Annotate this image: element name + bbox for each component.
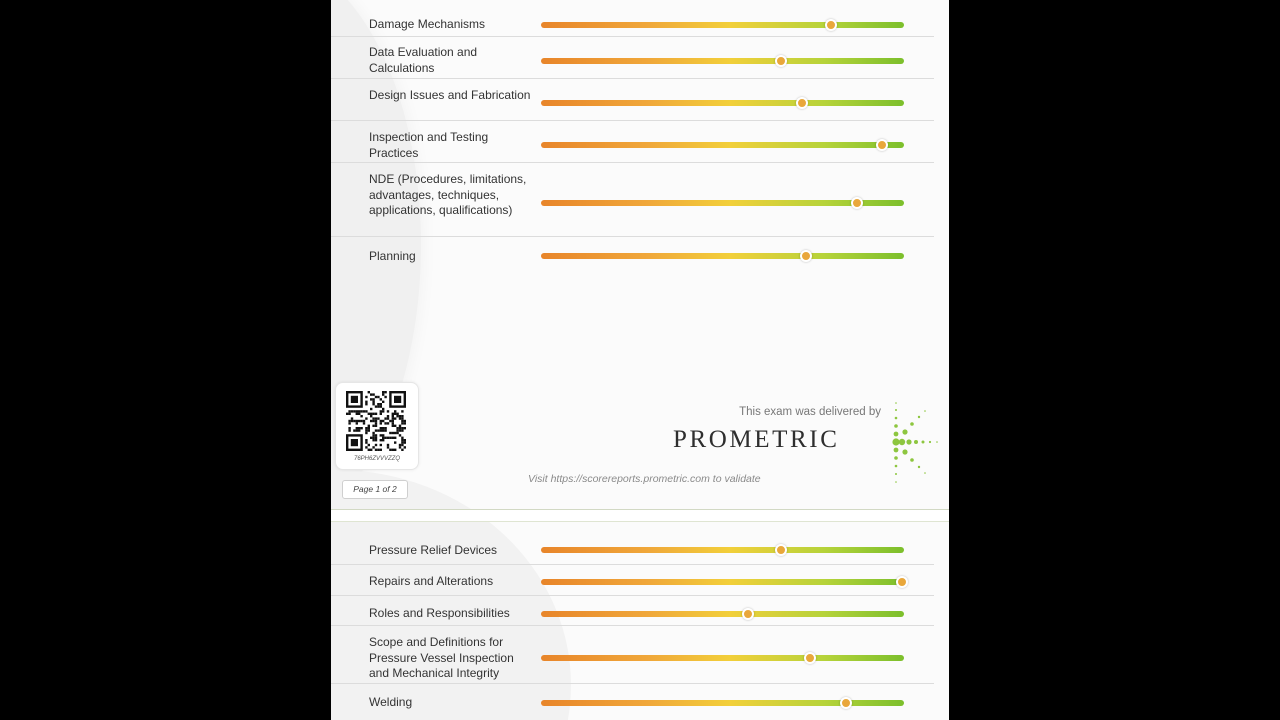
score-row bbox=[331, 5, 934, 37]
content-area-label: Planning bbox=[369, 249, 416, 263]
performance-marker bbox=[896, 576, 908, 588]
performance-marker bbox=[775, 544, 787, 556]
performance-bar bbox=[541, 611, 904, 617]
score-row bbox=[331, 534, 934, 565]
performance-marker bbox=[800, 250, 812, 262]
score-row bbox=[331, 684, 934, 720]
score-report-page bbox=[331, 0, 949, 720]
page-divider bbox=[331, 509, 949, 522]
score-row bbox=[331, 237, 934, 277]
performance-marker bbox=[840, 697, 852, 709]
content-area-label: Pressure Relief Devices bbox=[369, 543, 498, 557]
content-area-label: Roles and Responsibilities bbox=[369, 606, 510, 620]
content-area-label: Design Issues and Fabrication bbox=[369, 88, 531, 102]
performance-bar bbox=[541, 200, 904, 206]
qr-code-text: 76PH6ZVVVZZQ bbox=[353, 456, 400, 462]
score-row bbox=[331, 626, 934, 684]
score-row bbox=[331, 121, 934, 163]
prometric-star-icon bbox=[887, 398, 947, 490]
performance-bar bbox=[541, 655, 904, 661]
performance-bar bbox=[541, 100, 904, 106]
performance-marker bbox=[742, 608, 754, 620]
content-area-label: NDE (Procedures, limitations, advantages, techniques, applications, qualifications) bbox=[369, 172, 527, 217]
page-indicator[interactable]: Page 1 of 2 bbox=[342, 480, 408, 499]
content-area-label: Scope and Definitions for Pressure Vessel Inspection and Mechanical Integrity bbox=[369, 635, 514, 680]
performance-marker bbox=[775, 55, 787, 67]
content-area-label: Damage Mechanisms bbox=[369, 17, 486, 31]
performance-marker bbox=[796, 97, 808, 109]
performance-bar bbox=[541, 547, 904, 553]
performance-bar bbox=[541, 58, 904, 64]
content-area-label: Data Evaluation and Calculations bbox=[369, 45, 478, 75]
content-area-label: Welding bbox=[369, 695, 413, 709]
performance-bar bbox=[541, 22, 904, 28]
qr-code-icon bbox=[346, 391, 406, 451]
score-row bbox=[331, 79, 934, 121]
performance-marker bbox=[825, 19, 837, 31]
qr-code-box bbox=[335, 382, 419, 470]
score-row bbox=[331, 163, 934, 237]
content-area-label: Repairs and Alterations bbox=[369, 574, 494, 588]
prometric-logo-text: PROMETRIC bbox=[673, 426, 840, 453]
performance-marker bbox=[851, 197, 863, 209]
score-row bbox=[331, 565, 934, 596]
performance-marker bbox=[804, 652, 816, 664]
performance-bar bbox=[541, 253, 904, 259]
performance-bar bbox=[541, 700, 904, 706]
delivered-by-text: This exam was delivered by bbox=[739, 406, 881, 418]
performance-marker bbox=[876, 139, 888, 151]
validate-url-text: Visit https://scorereports.prometric.com to validate bbox=[528, 473, 761, 485]
score-row bbox=[331, 596, 934, 626]
performance-bar bbox=[541, 579, 904, 585]
content-area-label: Inspection and Testing Practices bbox=[369, 130, 489, 160]
performance-bar bbox=[541, 142, 904, 148]
score-row bbox=[331, 37, 934, 79]
